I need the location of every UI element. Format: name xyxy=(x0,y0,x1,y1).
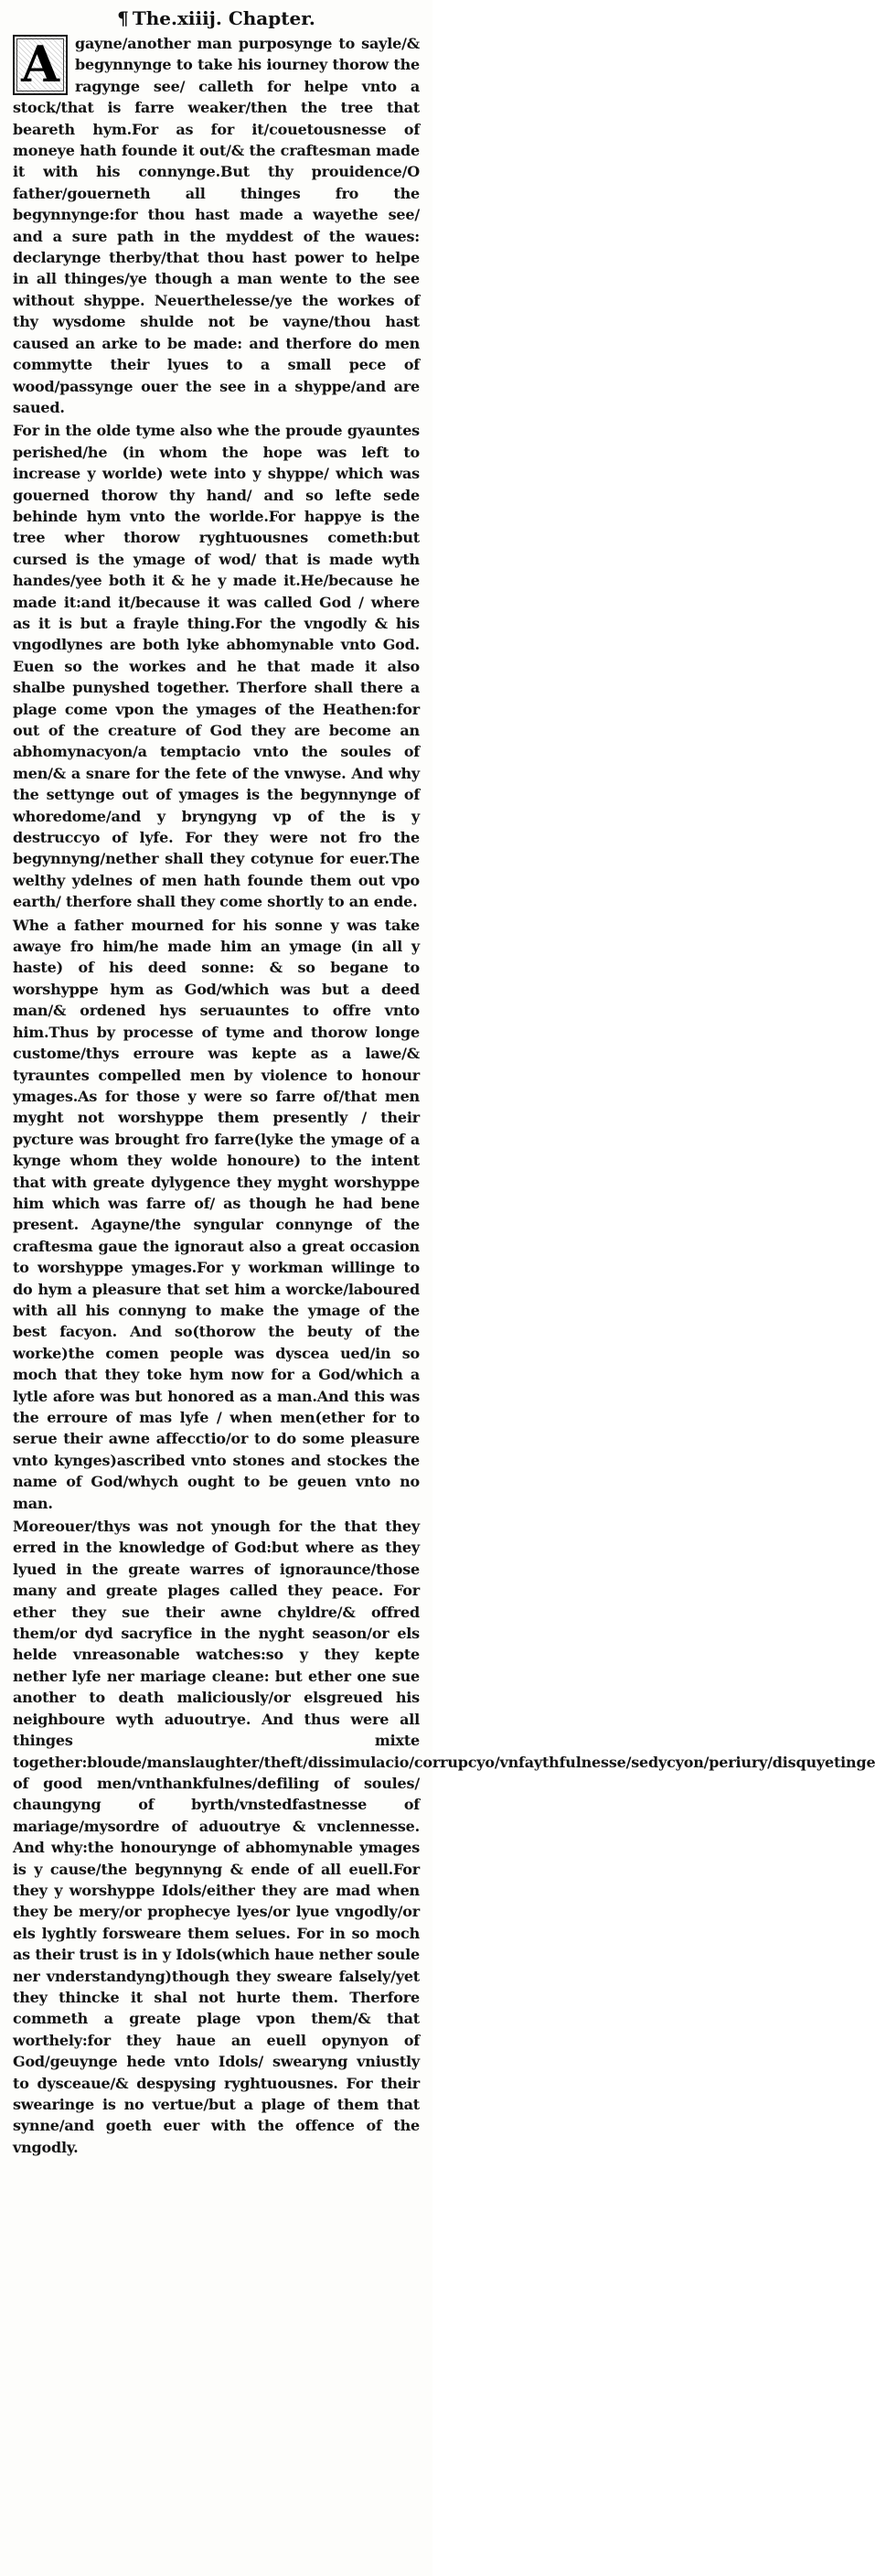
paragraph-text: For in the olde tyme also whe the proude gyauntes perished/he (in whom the hope was left to increase y worlde) wete into y shyppe/ which was gouerned thorow thy hand/ and so lefte sede behinde hym vnto the worlde.For happye is the tree wher thorow ryghtuousnes cometh:but cursed is the ymage of wod/ that is made wyth handes/yee both it & he y made it.He/because he made it:and it/because it was called God / where as it is but a frayle thing.For the vngodly & his vngodlynes are both lyke abhomynable vnto God. Euen so the workes and he that made it also shalbe punyshed together. Therfore shall there a plage come vpon the ymages of the Heathen:for out of the creature of God they are become an abhomynacyon/a temptacio vnto the soules of men/& a snare for the fete of the vnwyse. And why the settynge out of ymages is the begynnynge of whoredome/and y bryngyng vp of the is y destruccyo of lyfe. For they were not fro the begynnyng/nether shall they cotynue for euer.The welthy ydelnes of men hath founde them out vpo earth/ therfore shall they come shortly to an ende. xyxy=(13,422,420,911)
chapter-text xyxy=(13,33,875,2158)
initial-letter: A xyxy=(21,35,59,94)
paragraph-text: Moreouer/thys was not ynough for the that they erred in the knowledge of God:but where as they lyued in the greate warres of ignoraunce/those many and greate plages called they peace. For ether they sue their awne chyldre/& offred them/or dyd sacryfice in the nyght season/or els helde vnreasonable watches:so y they kepte nether lyfe ner mariage cleane: but ether one sue another to death maliciously/or elsgreued his neighboure wyth aduoutrye. And thus were all thinges mixte together:bloude/manslaughter/theft/dissimulacio/corrupcyo/vnfaythfulnesse/sedycyon/periury/disquyetinge of good men/vnthankfulnes/defiling of soules/ chaungyng of byrth/vnstedfastnesse of mariage/mysordre of aduoutrye & vnclennesse. And why:the honourynge of abhomynable ymages is y cause/the begynnyng & ende of all euell.For they y worshyppe Idols/either they are mad when they be mery/or prophecye lyes/or lyue vngodly/or els lyghtly forsweare them selues. For in so moch as their trust is in y Idols(which haue nether soule ner vnderstandyng)though they sweare falsely/yet they thincke it shal not hurte them. Therfore commeth a greate plage vpon them/& that worthely:for they haue an euell opynyon of God/geuynge hede vnto Idols/ swearyng vniustly to dysceaue/& despysing ryghtuousnes. For their swearinge is no vertue/but a plage of them that synne/and goeth euer with the offence of the vngodly. xyxy=(13,1518,875,2156)
chapter-title: The.xiiij. Chapter. xyxy=(132,7,315,29)
pilcrow-icon: ¶ xyxy=(117,7,129,29)
paragraph-text: gayne/another man purposynge to sayle/& begynnynge to take his iourney thorow the ragynge see/ calleth for helpe vnto a stock/that is farre weaker/then the tree that beareth hym.For as for it/couetousnesse of moneye hath founde it out/& the craftesman made it with his connynge.But thy prouidence/O father/gouerneth all thinges fro the begynnynge:for thou hast made a wayethe see/ and a sure path in the myddest of the waues: declarynge therby/that thou hast power to helpe in all thinges/ye though a man wente to the see without shyppe. Neuerthelesse/ye the workes of thy wysdome shulde not be vayne/thou hast caused an arke to be made: and therfore do men commytte their lyues to a small pece of wood/passynge ouer the see in a shyppe/and are saued. xyxy=(13,35,420,416)
paragraph xyxy=(13,915,420,1514)
chapter-heading xyxy=(13,7,420,29)
paragraph-text: Whe a father mourned for his sonne y was take awaye fro him/he made him an ymage (in all y haste) of his deed sonne: & so begane to worshyppe hym as God/which was but a deed man/& ordened hys seruauntes to offre vnto him.Thus by processe of tyme and thorow longe custome/thys erroure was kepte as a lawe/& tyrauntes compelled men by violence to honour ymages.As for those y were so farre of/that men myght not worshyppe them presently / their pycture was brought fro farre(lyke the ymage of a kynge whom they wolde honoure) to the intent that with greate dylygence they myght worshyppe him which was farre of/ as though he had bene present. Agayne/the syngular connynge of the craftesma gaue the ignoraut also a great occasion to worshyppe ymages.For y workman willinge to do hym a pleasure that set him a worcke/laboured with all his connyng to make the ymage of the best facyon. And so(thorow the beuty of the worke)the comen people was dyscea ued/in so moch that they toke hym now for a God/which a lytle afore was but honored as a man.And this was the erroure of mas lyfe / when men(ether for to serue their awne affecctio/or to do some pleasure vnto kynges)ascribed vnto stones and stockes the name of God/whych ought to be geuen vnto no man. xyxy=(13,916,420,1512)
paragraph xyxy=(13,33,420,418)
paragraph xyxy=(13,420,420,912)
paragraph xyxy=(13,1516,875,2158)
decorated-initial xyxy=(13,35,68,95)
